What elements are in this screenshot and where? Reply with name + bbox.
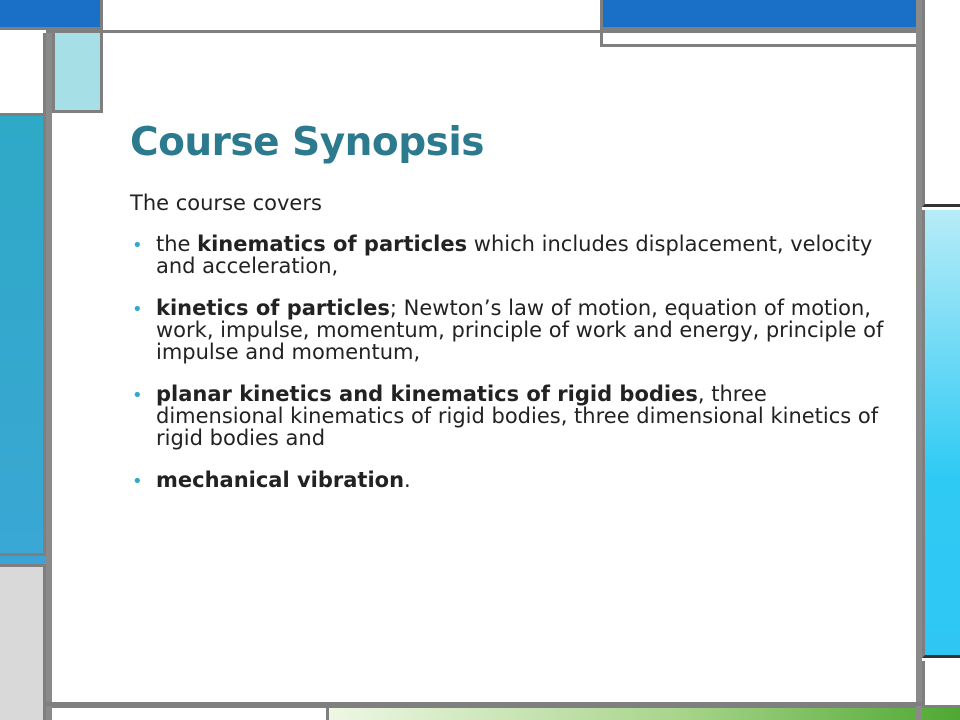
bottom-green-gradient-block [329,705,960,720]
bottom-white-block [52,705,329,720]
bullet-bold-text: planar kinetics and kinematics of rigid bodies [156,382,698,406]
top-left-blue-block [0,0,103,30]
bullet-bold-text: kinetics of particles [156,296,390,320]
bullet-text: the [156,232,198,256]
top-right-corner-block [922,0,960,207]
left-blue-column [0,113,46,553]
right-sky-blue-column [922,210,960,658]
bullet-item [130,469,900,491]
left-bottom-gray-block [0,567,46,720]
bullet-item [130,297,900,363]
top-right-white-strip [600,33,918,47]
bullet-bold-text: mechanical vibration [156,468,405,492]
bullet-text: ; Newton’s law of motion, equation of motion, work, impulse, momentum, principle of work and energy, principle of impulse and momentum, [156,296,884,364]
frame-right-line [916,0,922,720]
top-left-teal-block [52,33,103,113]
bullet-text: which includes displacement, velocity and acceleration, [156,232,873,278]
bullet-icon: • [132,471,143,492]
intro-text: The course covers [130,191,322,215]
slide-title: Course Synopsis [130,120,484,165]
top-right-blue-block [600,0,918,30]
top-left-gray-block [0,33,46,113]
frame-left-line [46,30,52,720]
slide-content [130,120,900,511]
frame-top-line [46,30,922,33]
bullet-text: , three dimensional kinematics of rigid bodies, three dimensional kinetics of rigid bodies and [156,382,879,450]
bullet-icon: • [132,235,143,256]
bullet-bold-text: kinematics of particles [197,232,468,256]
left-small-blue-block [0,553,46,567]
bullet-text: . [404,468,411,492]
bullet-icon: • [132,385,143,406]
bullet-item [130,233,900,277]
bullet-icon: • [132,299,143,320]
bullet-list [130,233,900,491]
frame-bottom-line [46,702,922,706]
bullet-item [130,383,900,449]
